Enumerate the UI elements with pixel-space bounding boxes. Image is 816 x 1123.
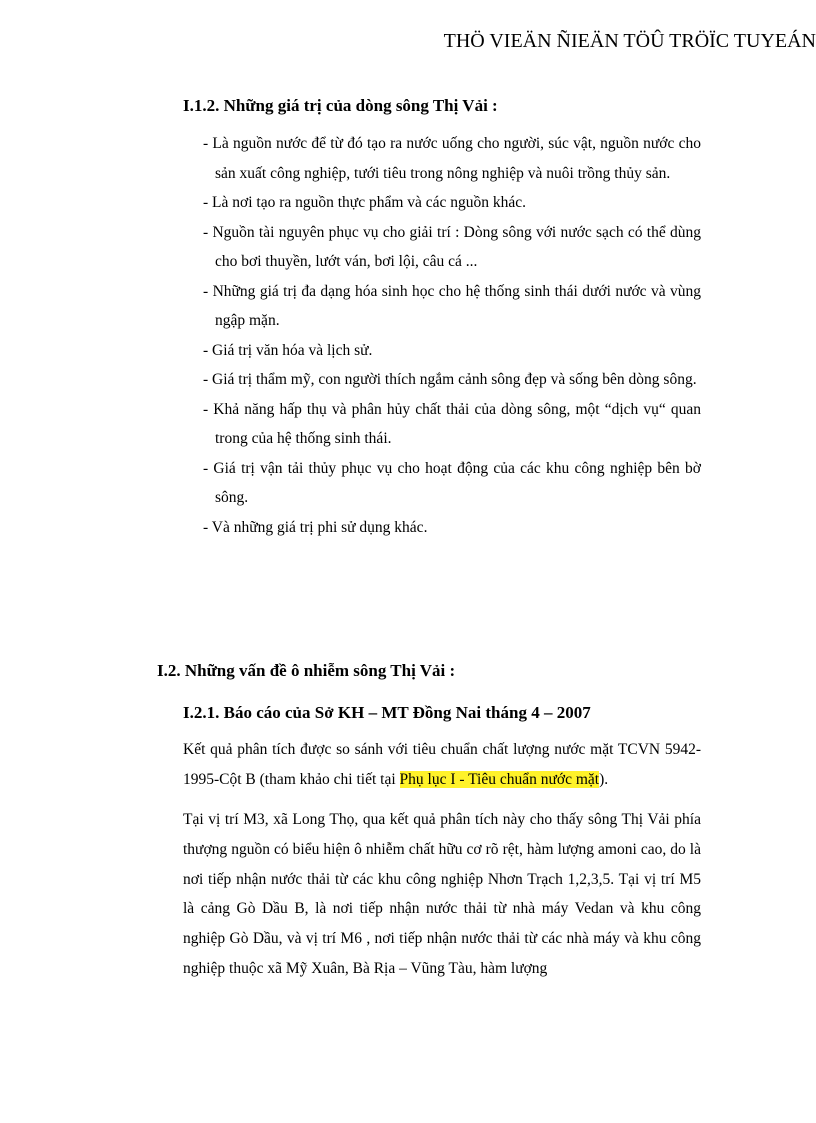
list-item: - Là nguồn nước để từ đó tạo ra nước uống cho người, súc vật, nguồn nước cho sản xuất công nghiệp, tưới tiêu trong nông nghiệp và nuôi trồng thủy sản. xyxy=(203,135,701,182)
values-bullet-list xyxy=(203,129,701,542)
list-item: - Giá trị vận tải thủy phục vụ cho hoạt động của các khu công nghiệp bên bờ sông. xyxy=(203,459,701,506)
section-heading-1-2-1: I.2.1. Báo cáo của Sở KH – MT Đồng Nai tháng 4 – 2007 xyxy=(183,703,591,722)
list-item: - Giá trị văn hóa và lịch sử. xyxy=(203,341,373,359)
para1-end: ). xyxy=(599,770,609,788)
list-item: - Và những giá trị phi sử dụng khác. xyxy=(203,518,428,536)
list-item: - Khả năng hấp thụ và phân hủy chất thải của dòng sông, một “dịch vụ“ quan trong của hệ thống sinh thái. xyxy=(203,400,701,447)
appendix-link[interactable]: Phụ lục I - Tiêu chuẩn nước mặt xyxy=(399,770,600,788)
list-item: - Những giá trị đa dạng hóa sinh học cho hệ thống sinh thái dưới nước và vùng ngập mặn. xyxy=(203,282,701,329)
list-item: - Là nơi tạo ra nguồn thực phẩm và các nguồn khác. xyxy=(203,194,527,211)
paragraph-standard-comparison xyxy=(183,735,701,795)
running-header: THÖ VIEÄN ÑIEÄN TÖÛ TRÖÏC TUYEÁN xyxy=(443,30,816,52)
list-item: - Nguồn tài nguyên phục vụ cho giải trí : Dòng sông với nước sạch có thể dùng cho bơi thuyền, lướt ván, bơi lội, câu cá ... xyxy=(203,223,701,270)
para1-text: Kết quả phân tích được so sánh với tiêu chuẩn chất lượng nước mặt TCVN 5942-1995-Cột B (tham khảo chi tiết tại xyxy=(183,741,701,788)
section-heading-1-2: I.2. Những vấn đề ô nhiễm sông Thị Vải : xyxy=(157,661,456,680)
list-item: - Giá trị thẩm mỹ, con người thích ngắm cảnh sông đẹp và sống bên dòng sông. xyxy=(203,371,697,388)
paragraph-analysis-results: Tại vị trí M3, xã Long Thọ, qua kết quả phân tích này cho thấy sông Thị Vải phía thượng nguồn có biểu hiện ô nhiễm chất hữu cơ rõ rệt, hàm lượng amoni cao, do là nơi tiếp nhận nước thải từ các khu công nghiệp Nhơn Trạch 1,2,3,5. Tại vị trí M5 là cảng Gò Dầu B, là nơi tiếp nhận nước thải từ nhà máy Vedan và khu công nghiệp Gò Dầu, và vị trí M6 , nơi tiếp nhận nước thải từ các nhà máy và khu công nghiệp thuộc xã Mỹ Xuân, Bà Rịa – Vũng Tàu, hàm lượng xyxy=(183,811,701,977)
section-heading-1-1-2: I.1.2. Những giá trị của dòng sông Thị Vải : xyxy=(183,96,498,115)
